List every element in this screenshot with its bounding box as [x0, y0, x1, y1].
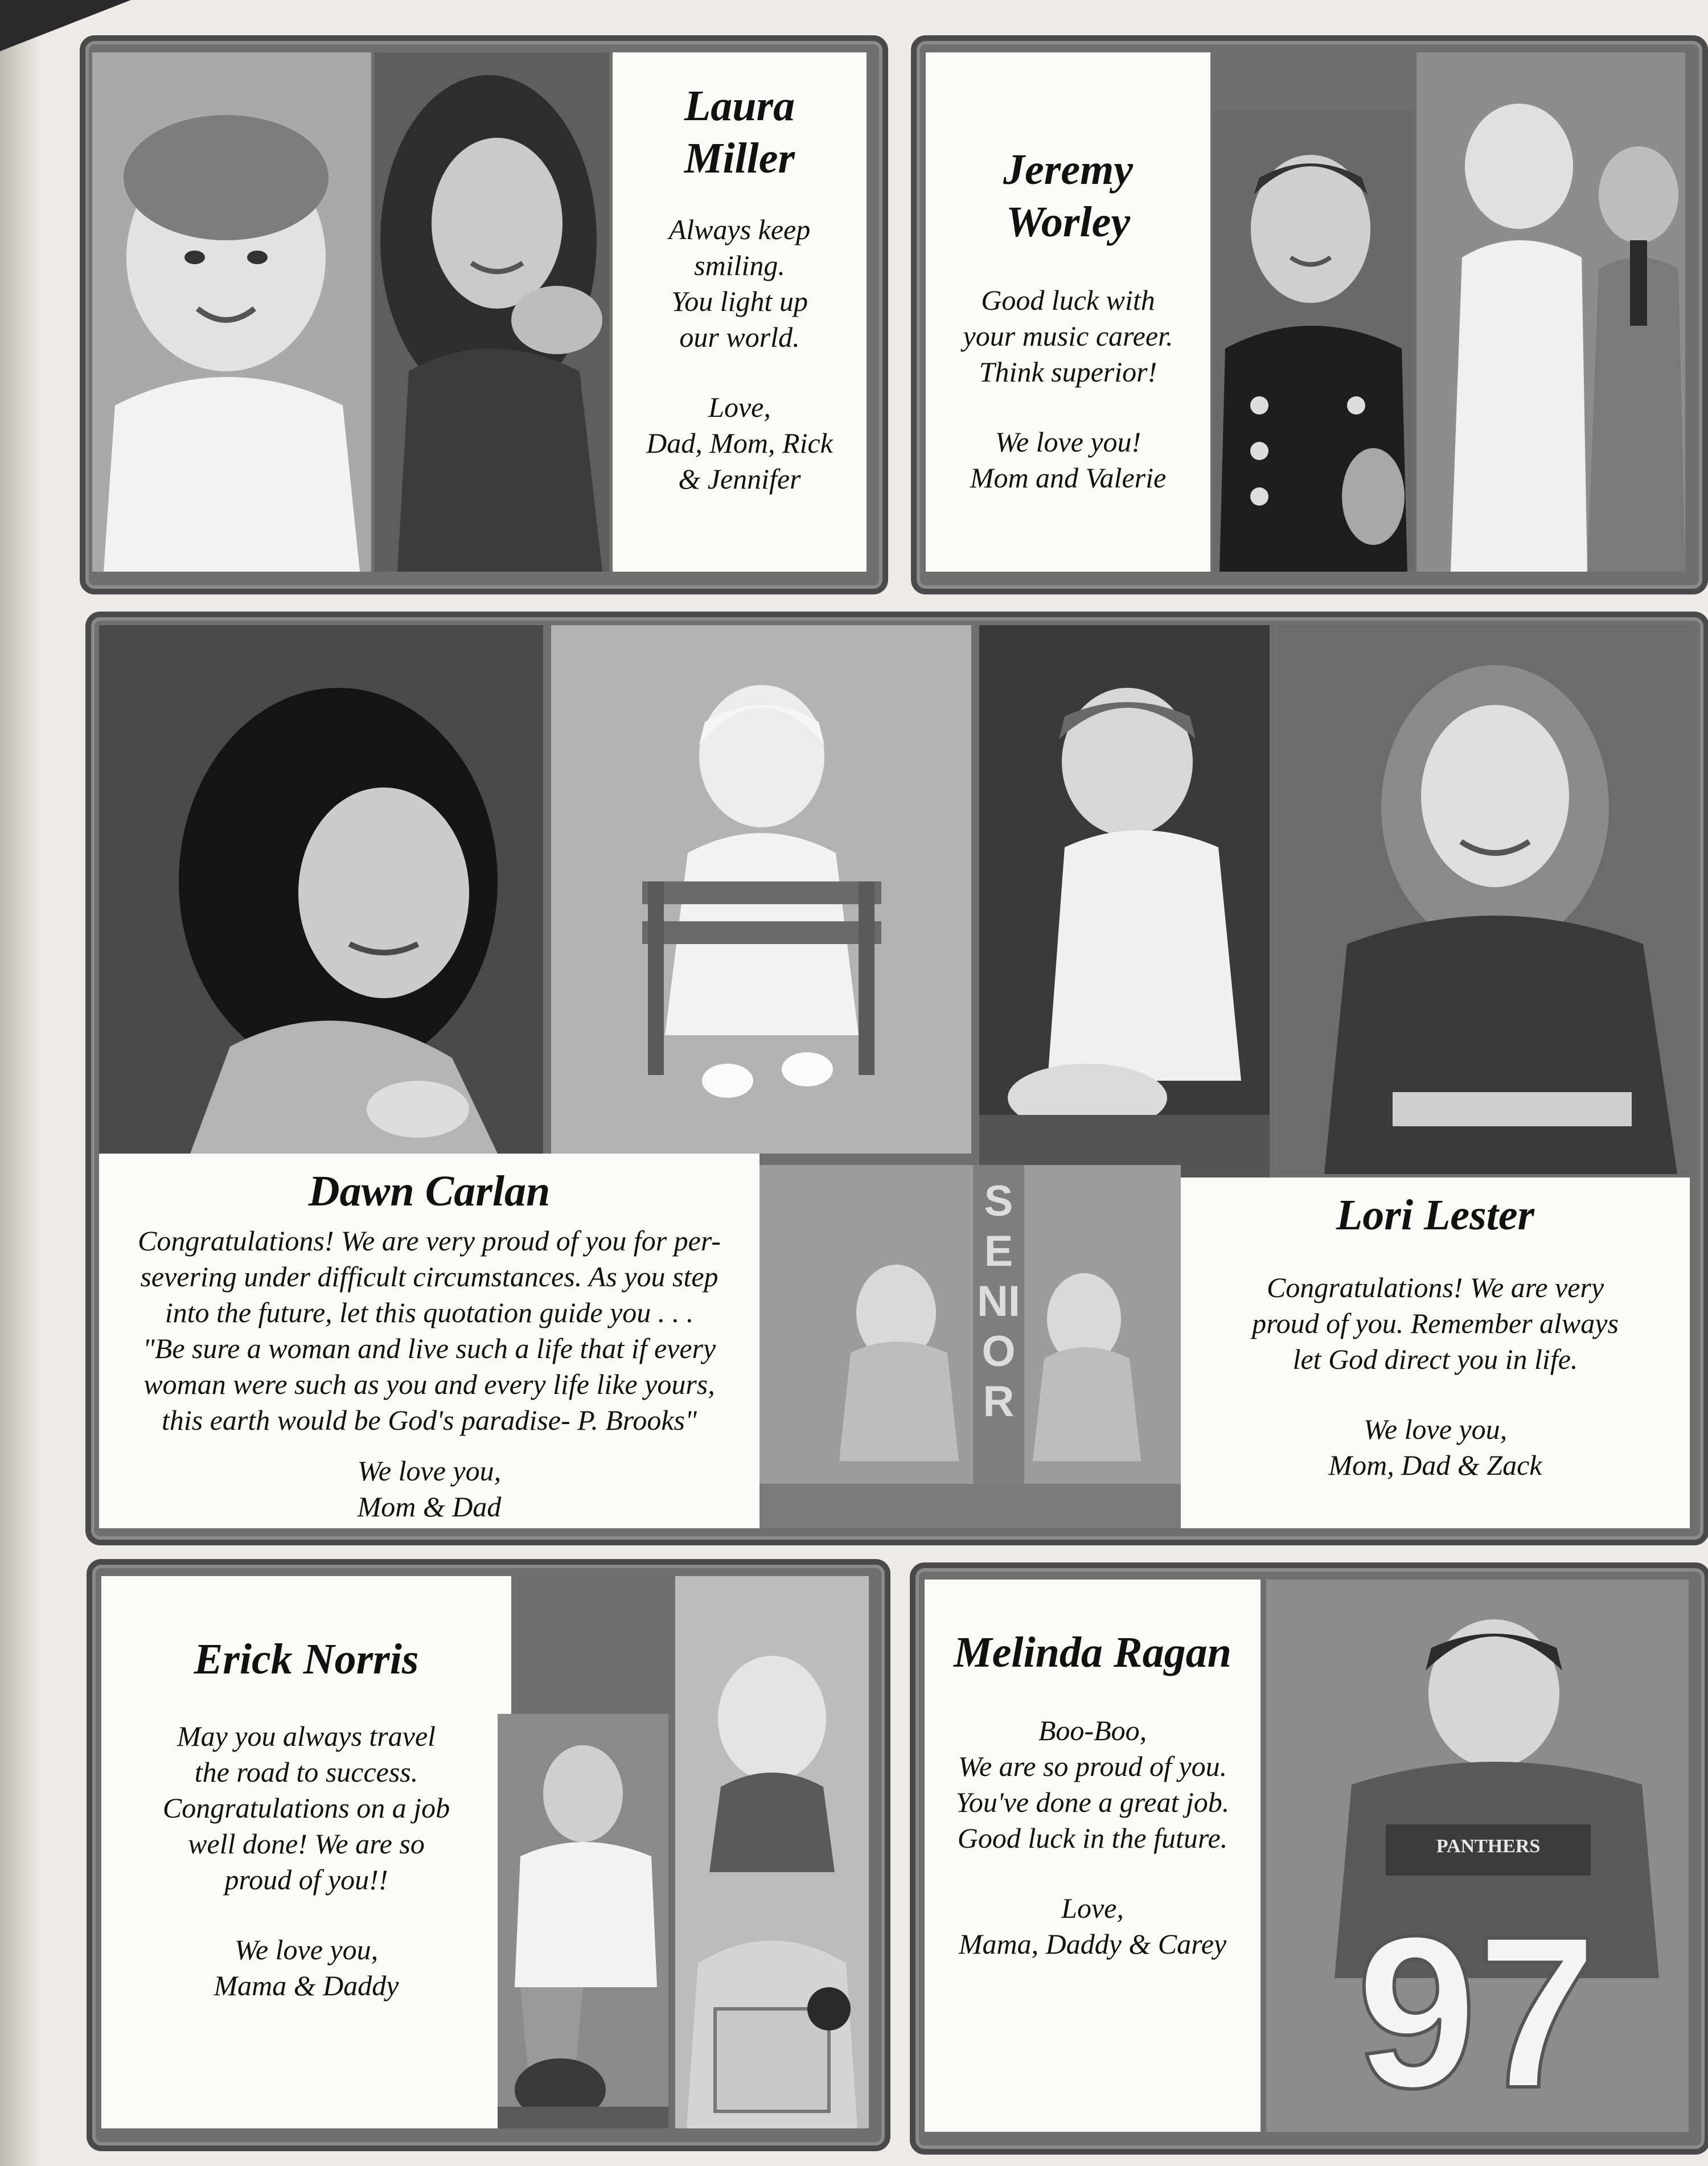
message-line: woman were such as you and every life like yours,: [143, 1368, 715, 1400]
text-box-laura: [613, 52, 867, 572]
photo-laura-baby: [92, 52, 371, 572]
text-box-dawn: [99, 1154, 759, 1528]
message-line: Congratulations! We are very proud of you for per-: [138, 1225, 721, 1257]
photo-erick-kneeling: [498, 1714, 668, 2128]
message-line: the road to success.: [194, 1756, 418, 1788]
tribute-panel-erick-norris: [87, 1559, 890, 2151]
message-line: Good luck in the future.: [957, 1822, 1228, 1854]
tribute-name: Jeremy: [1003, 146, 1133, 194]
tribute-name: Worley: [1005, 198, 1131, 246]
senior-sign-text: SENIOR: [977, 1177, 1020, 1426]
text-box-melinda: [925, 1580, 1261, 2132]
text-box-erick: [101, 1576, 511, 2128]
text-box-jeremy: [926, 52, 1210, 572]
binding-edge: [0, 0, 40, 2166]
signoff-line: Dad, Mom, Rick: [646, 427, 833, 459]
message-line: "Be sure a woman and live such a life that if every: [142, 1332, 716, 1364]
message-line: We are so proud of you.: [958, 1750, 1227, 1782]
tribute-name: Erick Norris: [194, 1635, 419, 1683]
message-line: severing under difficult circumstances. As you step: [140, 1261, 718, 1293]
signoff-line: Love,: [1061, 1892, 1124, 1924]
signoff-line: Mom, Dad & Zack: [1328, 1449, 1542, 1481]
message-line: Think superior!: [979, 356, 1157, 388]
signoff-line: Mom & Dad: [357, 1491, 502, 1523]
signoff-line: Love,: [708, 391, 771, 423]
signoff-line: We love you,: [1363, 1413, 1508, 1445]
signoff-line: Mama & Daddy: [214, 1970, 399, 2001]
signoff-line: We love you,: [234, 1934, 379, 1966]
signoff-line: We love you!: [995, 426, 1142, 458]
message-line: proud of you!!: [224, 1864, 388, 1896]
message-line: May you always travel: [176, 1720, 436, 1752]
message-line: well done! We are so: [188, 1828, 425, 1860]
message-line: let God direct you in life.: [1292, 1343, 1578, 1375]
signoff-line: We love you,: [357, 1455, 502, 1487]
message-line: our world.: [679, 321, 800, 353]
photo-lori-child: [979, 625, 1270, 1178]
tribute-name: Miller: [684, 134, 795, 182]
tribute-name: Laura: [684, 82, 795, 130]
tribute-panel-melinda-ragan: [910, 1562, 1708, 2155]
message-line: Congratulations on a job: [162, 1792, 450, 1824]
signoff-line: Mama, Daddy & Carey: [958, 1928, 1227, 1960]
shirt-text: PANTHERS: [1436, 1836, 1541, 1857]
tribute-panel-laura-miller: [80, 35, 888, 594]
photo-jeremy-band-uniform: [1214, 109, 1413, 572]
tribute-name: Dawn Carlan: [308, 1167, 551, 1215]
message-line: Boo-Boo,: [1038, 1714, 1147, 1746]
photo-dawn-baby-chair: [551, 625, 971, 1154]
photo-laura-senior: [375, 52, 609, 572]
photo-lori-senior: [1279, 625, 1690, 1174]
tribute-name: Melinda Ragan: [954, 1628, 1231, 1676]
message-line: Always keep: [668, 214, 811, 245]
message-line: your music career.: [963, 320, 1173, 352]
photo-dawn-senior: [99, 625, 543, 1154]
photo-jeremy-child: [1417, 52, 1685, 572]
tribute-panel-jeremy-worley: [911, 35, 1708, 594]
message-line: this earth would be God's paradise- P. Brooks": [161, 1404, 697, 1436]
message-line: into the future, let this quotation guide you . . .: [165, 1297, 694, 1328]
message-line: Good luck with: [981, 284, 1155, 316]
signoff-line: Mom and Valerie: [970, 462, 1167, 494]
tribute-name: Lori Lester: [1336, 1191, 1535, 1239]
text-box-lori: [1181, 1178, 1690, 1528]
signoff-line: & Jennifer: [678, 463, 801, 495]
message-line: smiling.: [694, 249, 785, 281]
message-line: Congratulations! We are very: [1266, 1271, 1604, 1303]
message-line: You've done a great job.: [955, 1786, 1230, 1818]
message-line: proud of you. Remember always: [1252, 1307, 1619, 1339]
tribute-panel-dawn-lori: [85, 612, 1708, 1545]
year-97-sign: 97: [1356, 1891, 1598, 2132]
photo-senior-sign-pair: [759, 1165, 1181, 1528]
photo-melinda-97: [1266, 1580, 1689, 2132]
message-line: You light up: [671, 285, 808, 317]
photo-erick-baby-car: [675, 1576, 869, 2128]
